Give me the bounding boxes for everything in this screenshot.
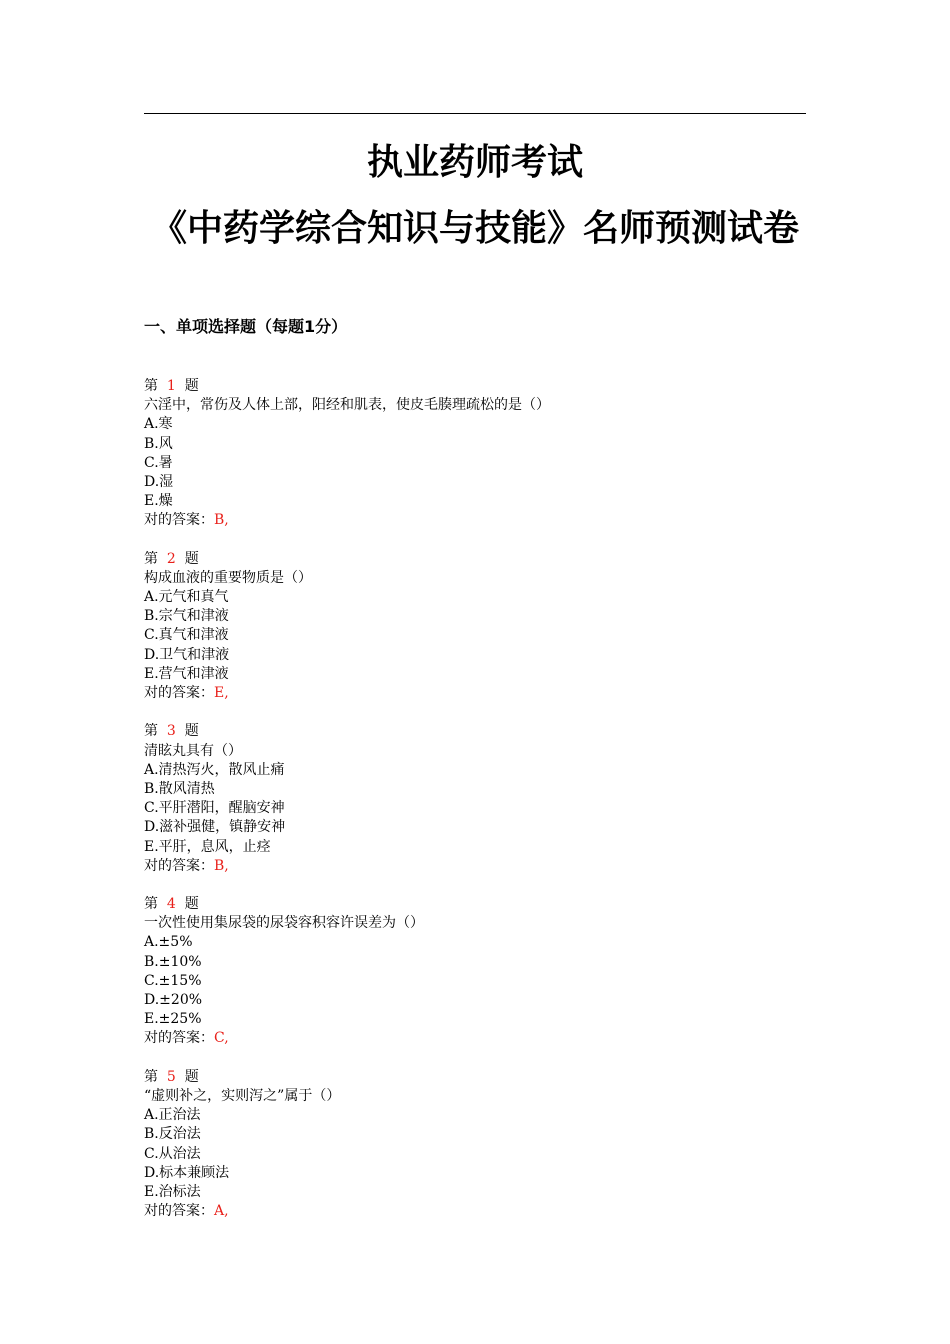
question-number [144,550,806,569]
answer-option: B.风 [144,435,173,452]
question-stem: 构成血液的重要物质是（） [144,569,312,586]
question-stem: 六淫中，常伤及人体上部，阳经和肌表，使皮毛腠理疏松的是（） [144,397,550,414]
answer-label: 对的答案： [144,1030,214,1047]
correct-answer [144,1202,806,1221]
correct-answer [144,511,806,530]
answer-value: B, [214,857,229,874]
header-rule [144,113,806,114]
question-number [144,895,806,914]
question-suffix: 题 [184,378,199,394]
question-suffix: 题 [184,1068,199,1085]
correct-answer [144,684,806,703]
correct-answer [144,857,806,876]
answer-option: B.宗气和津液 [144,608,229,625]
answer-option: E.营气和津液 [144,665,229,682]
question-number [144,377,806,396]
question-block [144,377,806,531]
question-prefix: 第 [144,1068,158,1085]
question-stem: 清眩丸具有（） [144,742,242,759]
answer-option: D.卫气和津液 [144,646,230,663]
section-heading: 一、单项选择题（每题1分） [144,317,348,336]
answer-label: 对的答案： [144,1203,214,1220]
question-block [144,895,806,1049]
question-block [144,550,806,704]
answer-option: D.滋补强健，镇静安神 [144,819,286,836]
answer-option: C.暑 [144,454,173,471]
answer-option: D.±20% [144,992,203,1008]
question-list [144,377,806,1240]
answer-option: C.真气和津液 [144,627,229,644]
question-number-value: 2 [166,550,176,567]
question-prefix: 第 [144,378,158,394]
question-number-value: 1 [166,378,176,394]
correct-answer [144,1029,806,1048]
answer-option: B.±10% [144,953,202,970]
answer-option: D.湿 [144,473,174,490]
question-stem: 一次性使用集尿袋的尿袋容积容许误差为（） [144,915,424,932]
answer-option: A.清热泻火，散风止痛 [144,761,285,778]
answer-value: A, [214,1203,229,1220]
answer-value: C, [214,1030,229,1047]
answer-option: A.元气和真气 [144,589,229,606]
answer-label: 对的答案： [144,512,214,529]
answer-option: E.治标法 [144,1183,201,1200]
question-stem: “虚则补之，实则泻之”属于（） [144,1087,341,1104]
question-number-value: 3 [166,723,176,740]
answer-option: A.±5% [144,934,193,951]
answer-option: C.从治法 [144,1145,201,1162]
question-block [144,722,806,876]
answer-option: C.平肝潜阳，醒脑安神 [144,800,285,817]
answer-value: B, [214,512,229,529]
answer-option: A.正治法 [144,1107,201,1124]
answer-option: E.平肝，息风，止痉 [144,838,271,855]
answer-option: B.散风清热 [144,780,215,797]
question-prefix: 第 [144,896,158,913]
question-suffix: 题 [184,550,199,567]
answer-option: A.寒 [144,416,173,433]
answer-option: E.±25% [144,1011,202,1028]
question-suffix: 题 [184,723,199,740]
answer-label: 对的答案： [144,685,214,701]
question-prefix: 第 [144,723,158,740]
question-number [144,722,806,741]
answer-label: 对的答案： [144,857,214,874]
answer-option: D.标本兼顾法 [144,1164,230,1181]
answer-option: C.±15% [144,972,202,989]
question-block [144,1068,806,1222]
page-title: 执业药师考试 [366,142,583,183]
answer-option: E.燥 [144,493,173,510]
question-number-value: 5 [166,1068,176,1085]
question-prefix: 第 [144,550,158,567]
question-number [144,1068,806,1087]
answer-option: B.反治法 [144,1126,201,1143]
answer-value: E, [214,685,229,701]
question-number-value: 4 [166,896,176,913]
page-subtitle: 《中药学综合知识与技能》名师预测试卷 [150,208,799,249]
question-suffix: 题 [184,896,199,913]
